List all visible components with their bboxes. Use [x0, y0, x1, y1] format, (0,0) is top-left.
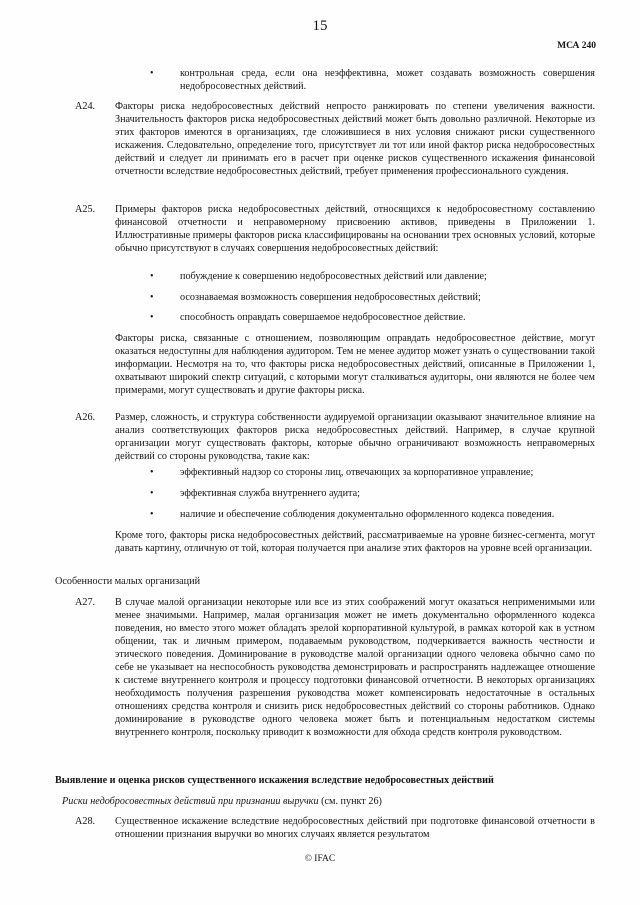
- bullet-item: [150, 311, 595, 324]
- bullet-icon: •: [150, 68, 154, 79]
- bullet-icon: •: [150, 292, 154, 303]
- paragraph-label: A26.: [75, 412, 96, 423]
- page-number: 15: [312, 18, 328, 34]
- bullet-text: осознаваемая возможность совершения недобросовестных действий;: [180, 292, 481, 303]
- bullet-item: [150, 487, 595, 500]
- bullet-item: [150, 508, 595, 521]
- paragraph-label: A24.: [75, 101, 96, 112]
- paragraph-label: A25.: [75, 204, 96, 215]
- bullet-text: эффективный надзор со стороны лиц, отвечающих за корпоративное управление;: [180, 467, 534, 478]
- paragraph-a26-continued: [115, 529, 595, 555]
- bullet-item: [150, 466, 595, 479]
- paragraph-text: Факторы риска, связанные с отношением, позволяющим оправдать недобросовестное действие, могут оказаться недоступны для наблюдения аудитором. Тем не менее аудитор может узнать о существовании такой информации. Несмотря на то, что факторы риска недобросовестных действий, описанные в Приложении 1, охватывают широкий спектр ситуаций, с которыми могут сталкиваться аудиторы, они являются не более чем примерами, могут существовать и другие факторы риска.: [115, 333, 595, 396]
- bullet-text: контрольная среда, если она неэффективна, может создавать возможность совершения недобросовестных действий.: [180, 68, 595, 92]
- paragraph-text: Факторы риска недобросовестных действий непросто ранжировать по степени увеличения важности. Значительность факторов риска недобросовестных действий может быть довольно различной. Некоторые из этих факторов имеются в организациях, где сложившиеся в них условия снижают риски существенного искажения. Следовательно, определение того, присутствует ли тот или иной фактор риска недобросовестных действий и следует ли принимать его в расчет при оценке рисков существенного искажения финансовой отчетности вследствие недобросовестных действий, требует применения профессионального суждения.: [115, 101, 595, 177]
- bullet-icon: •: [150, 488, 154, 499]
- bullet-item: [150, 67, 595, 93]
- paragraph-text: В случае малой организации некоторые или все из этих соображений могут оказаться неприменимыми или менее значимыми. Например, малая организация может не иметь документально оформленного кодекса поведения, но вместо этого может обладать зрелой корпоративной культурой, в рамках которой как в устном общении, так и личным примером, подаваемым руководством, подчеркивается важность честности и этического поведения. Доминирование в руководстве малой организации одного человека обычно само по себе не указывает на неспособность руководства демонстрировать и распространять надлежащее отношение к системе внутреннего контроля и процессу подготовки финансовой отчетности. В некоторых организациях необходимость получения разрешения руководства может компенсировать недостаточные в остальных отношениях средства контроля и снизить риск недобросовестных действий со стороны работников. Однако доминирование в руководстве одного человека может быть и потенциальным недостатком системы внутреннего контроля, поскольку приводит к возможности для обхода средств контроля руководством.: [115, 597, 595, 738]
- paragraph-label: A27.: [75, 597, 96, 608]
- bullet-icon: •: [150, 509, 154, 520]
- bullet-icon: •: [150, 312, 154, 323]
- paragraph-a24: [75, 100, 595, 178]
- paragraph-text: Кроме того, факторы риска недобросовестных действий, рассматриваемые на уровне бизнес-сегмента, могут давать картину, отличную от той, которая получается при анализе этих факторов на уровне всей организации.: [115, 530, 595, 554]
- section-heading-risk-assessment: Выявление и оценка рисков существенного искажения вследствие недобросовестных действий: [55, 775, 494, 786]
- paragraph-text: Существенное искажение вследствие недобросовестных действий при подготовке финансовой отчетности в отношении признания выручки во многих случаях является результатом: [115, 816, 595, 840]
- bullet-icon: •: [150, 467, 154, 478]
- paragraph-a26: [75, 411, 595, 463]
- section-heading-small-entities: Особенности малых организаций: [55, 576, 201, 587]
- paragraph-text: Размер, сложность, и структура собственности аудируемой организации оказывают значительное влияние на анализ соответствующих факторов риска недобросовестных действий. Например, в случае крупной организации могут существовать факторы, которые обычно ограничивают возможность неправомерных действий со стороны руководства, такие как:: [115, 412, 595, 462]
- bullet-text: наличие и обеспечение соблюдения документально оформленного кодекса поведения.: [180, 509, 555, 520]
- bullet-text: эффективная служба внутреннего аудита;: [180, 488, 360, 499]
- copyright-footer: © IFAC: [304, 854, 336, 864]
- paragraph-text: Примеры факторов риска недобросовестных действий, относящихся к недобросовестному составлению финансовой отчетности и неправомерному присвоению активов, приведены в Приложении 1. Иллюстративные примеры факторов риска классифицированы на основании трех основных условий, которые обычно присутствуют в случаях совершения недобросовестных действий:: [115, 204, 595, 254]
- bullet-item: [150, 270, 595, 283]
- paragraph-label: A28.: [75, 816, 96, 827]
- bullet-icon: •: [150, 271, 154, 282]
- paragraph-a25-continued: [115, 332, 595, 397]
- subsection-heading-revenue: [62, 795, 607, 808]
- standard-code: МСА 240: [557, 41, 596, 51]
- paragraph-a28: [75, 815, 595, 841]
- paragraph-a27: [75, 596, 595, 739]
- paragraph-a25: [75, 203, 595, 255]
- bullet-text: побуждение к совершению недобросовестных действий или давление;: [180, 271, 487, 282]
- subsection-heading-reference: (см. пункт 26): [318, 796, 382, 807]
- bullet-text: способность оправдать совершаемое недобросовестное действие.: [180, 312, 466, 323]
- bullet-item: [150, 291, 595, 304]
- subsection-heading-text: Риски недобросовестных действий при признании выручки: [62, 796, 319, 807]
